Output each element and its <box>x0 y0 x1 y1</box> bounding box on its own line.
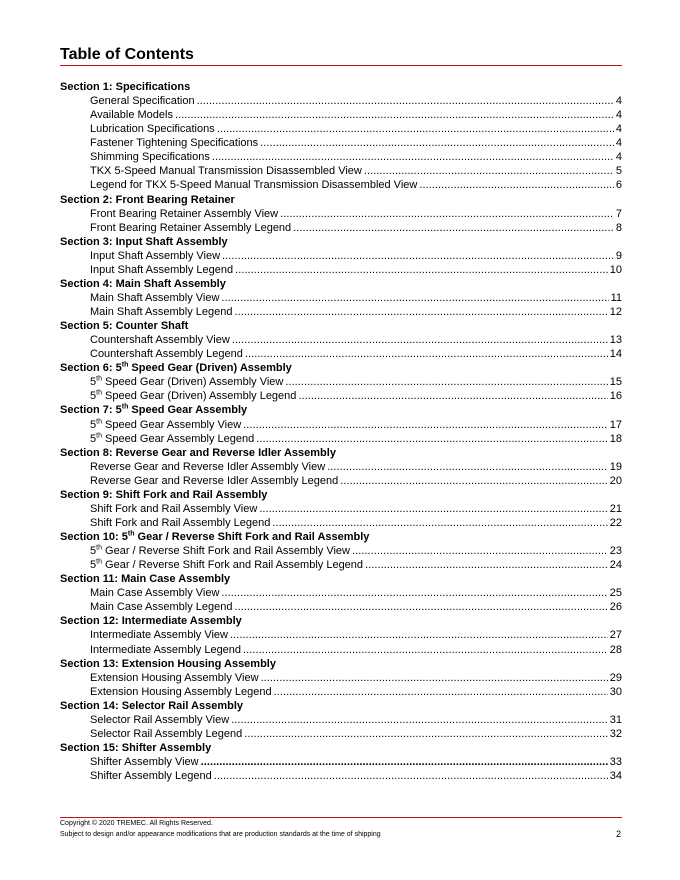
text-part: Gear / Reverse Shift Fork and Rail Assembly Legend <box>101 559 364 572</box>
toc-entry[interactable] <box>60 221 622 235</box>
text-part: Section 4: Main Shaft Assembly <box>60 277 226 290</box>
text-part: Fastener Tightening Specifications <box>90 137 259 150</box>
section-heading[interactable] <box>60 80 622 94</box>
toc-entry[interactable] <box>60 347 622 361</box>
entry-title <box>90 643 241 657</box>
toc-entry[interactable] <box>60 122 622 136</box>
entry-page-number: 15 <box>609 376 622 389</box>
entry-title <box>90 136 258 150</box>
entry-page-number: 12 <box>609 306 622 318</box>
dot-leader <box>217 122 614 136</box>
text-part: Intermediate Assembly Legend <box>90 643 242 656</box>
toc-entry[interactable] <box>60 474 622 488</box>
text-part: Section 6: 5 <box>60 362 122 375</box>
text-part: Lubrication Specifications <box>90 123 215 136</box>
dot-leader <box>245 347 608 361</box>
entry-page-number: 7 <box>615 207 622 220</box>
toc-entry[interactable] <box>60 460 622 474</box>
ordinal-suffix: th <box>96 389 102 397</box>
entry-title <box>90 263 233 277</box>
toc-entry[interactable] <box>60 755 622 769</box>
text-part: Input Shaft Assembly View <box>90 249 221 262</box>
entry-title <box>90 389 296 403</box>
entry-title <box>90 108 173 122</box>
entry-title <box>90 502 257 516</box>
entry-title <box>90 291 219 305</box>
text-part: 5 <box>90 390 97 403</box>
entry-page-number: 20 <box>609 474 622 487</box>
text-part: Extension Housing Assembly Legend <box>90 685 272 698</box>
entry-title <box>90 713 229 727</box>
section-heading[interactable] <box>60 319 622 333</box>
section-heading[interactable] <box>60 657 622 671</box>
dot-leader <box>201 755 608 769</box>
toc-entry[interactable] <box>60 558 622 572</box>
text-part: Reverse Gear and Reverse Idler Assembly Legend <box>90 474 339 487</box>
dot-leader <box>285 375 607 389</box>
text-part: Section 13: Extension Housing Assembly <box>60 657 276 670</box>
page-title: Table of Contents <box>60 46 194 63</box>
text-part: Section 7: 5 <box>60 404 122 417</box>
text-part: Shifter Assembly View <box>90 756 199 768</box>
text-part: Countershaft Assembly View <box>90 334 230 347</box>
ordinal-suffix: th <box>96 544 102 552</box>
entry-title <box>90 558 363 572</box>
dot-leader <box>298 389 607 403</box>
dot-leader <box>260 136 614 150</box>
text-part: 5 <box>90 559 97 572</box>
text-part: Shift Fork and Rail Assembly Legend <box>90 516 271 529</box>
dot-leader <box>243 418 608 432</box>
ordinal-suffix: th <box>96 431 102 439</box>
entry-page-number: 22 <box>609 516 622 529</box>
text-part: Section 1: Specifications <box>60 81 191 93</box>
toc-entry[interactable] <box>60 502 622 516</box>
text-part: Main Shaft Assembly Legend <box>90 306 233 318</box>
entry-title <box>90 305 232 319</box>
entry-title <box>90 221 291 235</box>
dot-leader <box>234 600 607 614</box>
text-part: Shift Fork and Rail Assembly View <box>90 502 258 515</box>
text-part: Front Bearing Retainer Assembly View <box>90 207 279 220</box>
text-part: Speed Gear Assembly <box>128 404 248 417</box>
entry-title <box>90 207 278 221</box>
text-part: Main Shaft Assembly View <box>90 291 220 304</box>
text-part: Speed Gear (Driven) Assembly View <box>101 376 284 389</box>
section-heading[interactable] <box>60 488 622 502</box>
entry-title <box>90 727 242 741</box>
section-heading[interactable] <box>60 446 622 460</box>
toc-entry[interactable] <box>60 333 622 347</box>
entry-page-number: 8 <box>615 221 622 234</box>
entry-page-number: 21 <box>609 502 622 515</box>
entry-page-number: 28 <box>609 643 622 656</box>
footer-note: Subject to design and/or appearance modifications that are production standards at the time of shipping <box>60 831 381 838</box>
entry-page-number: 25 <box>609 587 622 600</box>
text-part: Section 15: Shifter Assembly <box>60 741 212 754</box>
section-heading[interactable] <box>60 277 622 291</box>
entry-page-number: 34 <box>609 770 622 783</box>
text-part: Section 8: Reverse Gear and Reverse Idler Assembly <box>60 446 336 459</box>
toc-entry[interactable] <box>60 544 622 558</box>
dot-leader <box>212 150 614 164</box>
dot-leader <box>214 769 608 783</box>
dot-leader <box>261 671 608 685</box>
text-part: Legend for TKX 5-Speed Manual Transmission Disassembled View <box>90 179 418 192</box>
text-part: 5 <box>90 418 97 431</box>
dot-leader <box>280 207 614 221</box>
dot-leader <box>272 516 607 530</box>
toc-entry[interactable] <box>60 389 622 403</box>
toc-entry[interactable] <box>60 108 622 122</box>
toc-entry[interactable] <box>60 207 622 221</box>
entry-title <box>90 685 272 699</box>
toc-entry[interactable] <box>60 516 622 530</box>
entry-page-number: 17 <box>609 418 622 431</box>
entry-page-number: 6 <box>615 179 622 192</box>
toc-entry[interactable] <box>60 586 622 600</box>
dot-leader <box>419 178 614 192</box>
dot-leader <box>365 558 608 572</box>
dot-leader <box>259 502 607 516</box>
text-part: Speed Gear Assembly Legend <box>101 432 255 445</box>
section-heading[interactable] <box>60 235 622 249</box>
text-part: Speed Gear (Driven) Assembly Legend <box>101 390 297 403</box>
ordinal-suffix: th <box>121 403 129 411</box>
dot-leader <box>327 460 608 474</box>
dot-leader <box>235 263 608 277</box>
section-heading[interactable] <box>60 699 622 713</box>
section-heading[interactable] <box>60 361 622 375</box>
dot-leader <box>274 685 608 699</box>
entry-title <box>90 94 195 108</box>
toc-entry[interactable] <box>60 291 622 305</box>
entry-page-number: 13 <box>609 334 622 347</box>
entry-title <box>90 432 254 446</box>
entry-title <box>90 249 220 263</box>
dot-leader <box>352 544 608 558</box>
dot-leader <box>222 249 614 263</box>
text-part: Extension Housing Assembly View <box>90 671 259 684</box>
entry-page-number: 32 <box>609 727 622 740</box>
dot-leader <box>256 432 608 446</box>
text-part: Front Bearing Retainer Assembly Legend <box>90 221 292 234</box>
entry-title <box>90 150 210 164</box>
entry-title <box>90 178 417 192</box>
dot-leader <box>221 586 607 600</box>
text-part: Section 2: Front Bearing Retainer <box>60 193 235 206</box>
text-part: Section 11: Main Case Assembly <box>60 573 231 586</box>
entry-title <box>90 375 283 389</box>
dot-leader <box>243 643 608 657</box>
dot-leader <box>293 221 614 235</box>
entry-title <box>90 474 338 488</box>
entry-title <box>90 347 243 361</box>
dot-leader <box>244 727 608 741</box>
text-part: Intermediate Assembly View <box>90 629 228 642</box>
text-part: Section 10: 5 <box>60 531 128 543</box>
entry-page-number: 5 <box>615 165 622 178</box>
entry-page-number: 4 <box>615 123 622 136</box>
text-part: 5 <box>90 545 97 558</box>
entry-page-number: 19 <box>609 460 622 473</box>
text-part: Gear / Reverse Shift Fork and Rail Assembly View <box>101 545 350 558</box>
entry-page-number: 9 <box>615 249 622 262</box>
entry-title <box>90 586 219 600</box>
entry-title <box>90 544 350 558</box>
toc-entry[interactable] <box>60 178 622 192</box>
text-part: TKX 5-Speed Manual Transmission Disassembled View <box>90 165 362 178</box>
entry-page-number: 4 <box>615 95 622 108</box>
section-heading[interactable] <box>60 572 622 586</box>
text-part: Gear / Reverse Shift Fork and Rail Assembly <box>134 531 370 543</box>
toc-entry[interactable] <box>60 671 622 685</box>
entry-page-number: 24 <box>609 559 622 572</box>
toc-entry[interactable] <box>60 418 622 432</box>
toc-entry[interactable] <box>60 643 622 657</box>
text-part: Shifter Assembly Legend <box>90 770 212 783</box>
title-divider <box>60 65 622 66</box>
toc-entry[interactable] <box>60 94 622 108</box>
ordinal-suffix: th <box>96 558 102 566</box>
text-part: Shimming Specifications <box>90 151 210 164</box>
toc-entry[interactable] <box>60 305 622 319</box>
entry-title <box>90 755 199 769</box>
entry-title <box>90 600 232 614</box>
text-part: Section 9: Shift Fork and Rail Assembly <box>60 488 268 501</box>
ordinal-suffix: th <box>121 361 129 369</box>
entry-title <box>90 628 228 642</box>
entry-page-number: 14 <box>609 348 622 361</box>
toc-entry[interactable] <box>60 769 622 783</box>
dot-leader <box>232 333 608 347</box>
section-heading[interactable] <box>60 403 622 417</box>
entry-page-number: 23 <box>609 545 622 558</box>
ordinal-suffix: th <box>96 375 102 383</box>
table-of-contents <box>60 80 622 783</box>
section-heading[interactable] <box>60 193 622 207</box>
entry-page-number: 16 <box>609 390 622 403</box>
text-part: Speed Gear (Driven) Assembly <box>128 362 292 375</box>
footer-copyright: Copyright © 2020 TREMEC. All Rights Reserved. <box>60 820 213 827</box>
entry-title <box>90 418 241 432</box>
entry-page-number: 33 <box>609 756 622 768</box>
text-part: Speed Gear Assembly View <box>101 418 242 431</box>
dot-leader <box>231 713 608 727</box>
toc-entry[interactable] <box>60 713 622 727</box>
entry-page-number: 4 <box>615 137 622 150</box>
section-heading[interactable] <box>60 741 622 755</box>
section-heading[interactable] <box>60 530 622 544</box>
entry-title <box>90 460 325 474</box>
entry-page-number: 4 <box>615 109 622 122</box>
dot-leader <box>364 164 614 178</box>
dot-leader <box>197 94 614 108</box>
text-part: Available Models <box>90 109 173 122</box>
ordinal-suffix: th <box>96 417 102 425</box>
section-heading[interactable] <box>60 614 622 628</box>
entry-title <box>90 122 215 136</box>
entry-page-number: 29 <box>609 671 622 684</box>
text-part: Main Case Assembly View <box>90 587 220 600</box>
footer-divider <box>60 817 622 818</box>
text-part: Reverse Gear and Reverse Idler Assembly View <box>90 460 326 473</box>
toc-entry[interactable] <box>60 628 622 642</box>
toc-entry[interactable] <box>60 136 622 150</box>
text-part: Countershaft Assembly Legend <box>90 348 243 361</box>
page-number: 2 <box>615 829 621 839</box>
text-part: Selector Rail Assembly View <box>90 713 230 726</box>
text-part: Section 5: Counter Shaft <box>60 320 189 333</box>
text-part: 5 <box>90 376 97 389</box>
entry-title <box>90 769 212 783</box>
entry-title <box>90 671 259 685</box>
text-part: Selector Rail Assembly Legend <box>90 727 243 740</box>
entry-title <box>90 164 362 178</box>
entry-page-number: 27 <box>609 629 622 642</box>
toc-entry[interactable] <box>60 150 622 164</box>
dot-leader <box>175 108 614 122</box>
text-part: Section 12: Intermediate Assembly <box>60 615 242 628</box>
dot-leader <box>234 305 607 319</box>
entry-page-number: 4 <box>615 151 622 164</box>
toc-entry[interactable] <box>60 727 622 741</box>
toc-entry[interactable] <box>60 432 622 446</box>
entry-page-number: 31 <box>609 713 622 726</box>
toc-entry[interactable] <box>60 249 622 263</box>
entry-page-number: 10 <box>609 263 622 276</box>
entry-page-number: 18 <box>609 432 622 445</box>
entry-title <box>90 516 270 530</box>
text-part: Main Case Assembly Legend <box>90 601 233 614</box>
entry-page-number: 30 <box>609 685 622 698</box>
text-part: Section 3: Input Shaft Assembly <box>60 235 228 248</box>
text-part: 5 <box>90 432 97 445</box>
toc-entry[interactable] <box>60 164 622 178</box>
text-part: Input Shaft Assembly Legend <box>90 263 234 276</box>
dot-leader <box>230 628 608 642</box>
text-part: General Specification <box>90 95 195 108</box>
toc-entry[interactable] <box>60 263 622 277</box>
text-part: Section 14: Selector Rail Assembly <box>60 699 243 712</box>
dot-leader <box>221 291 608 305</box>
entry-title <box>90 333 230 347</box>
entry-page-number: 26 <box>609 601 622 614</box>
dot-leader <box>340 474 608 488</box>
toc-entry[interactable] <box>60 375 622 389</box>
entry-page-number: 11 <box>610 291 622 304</box>
ordinal-suffix: th <box>127 530 135 538</box>
toc-entry[interactable] <box>60 685 622 699</box>
toc-entry[interactable] <box>60 600 622 614</box>
